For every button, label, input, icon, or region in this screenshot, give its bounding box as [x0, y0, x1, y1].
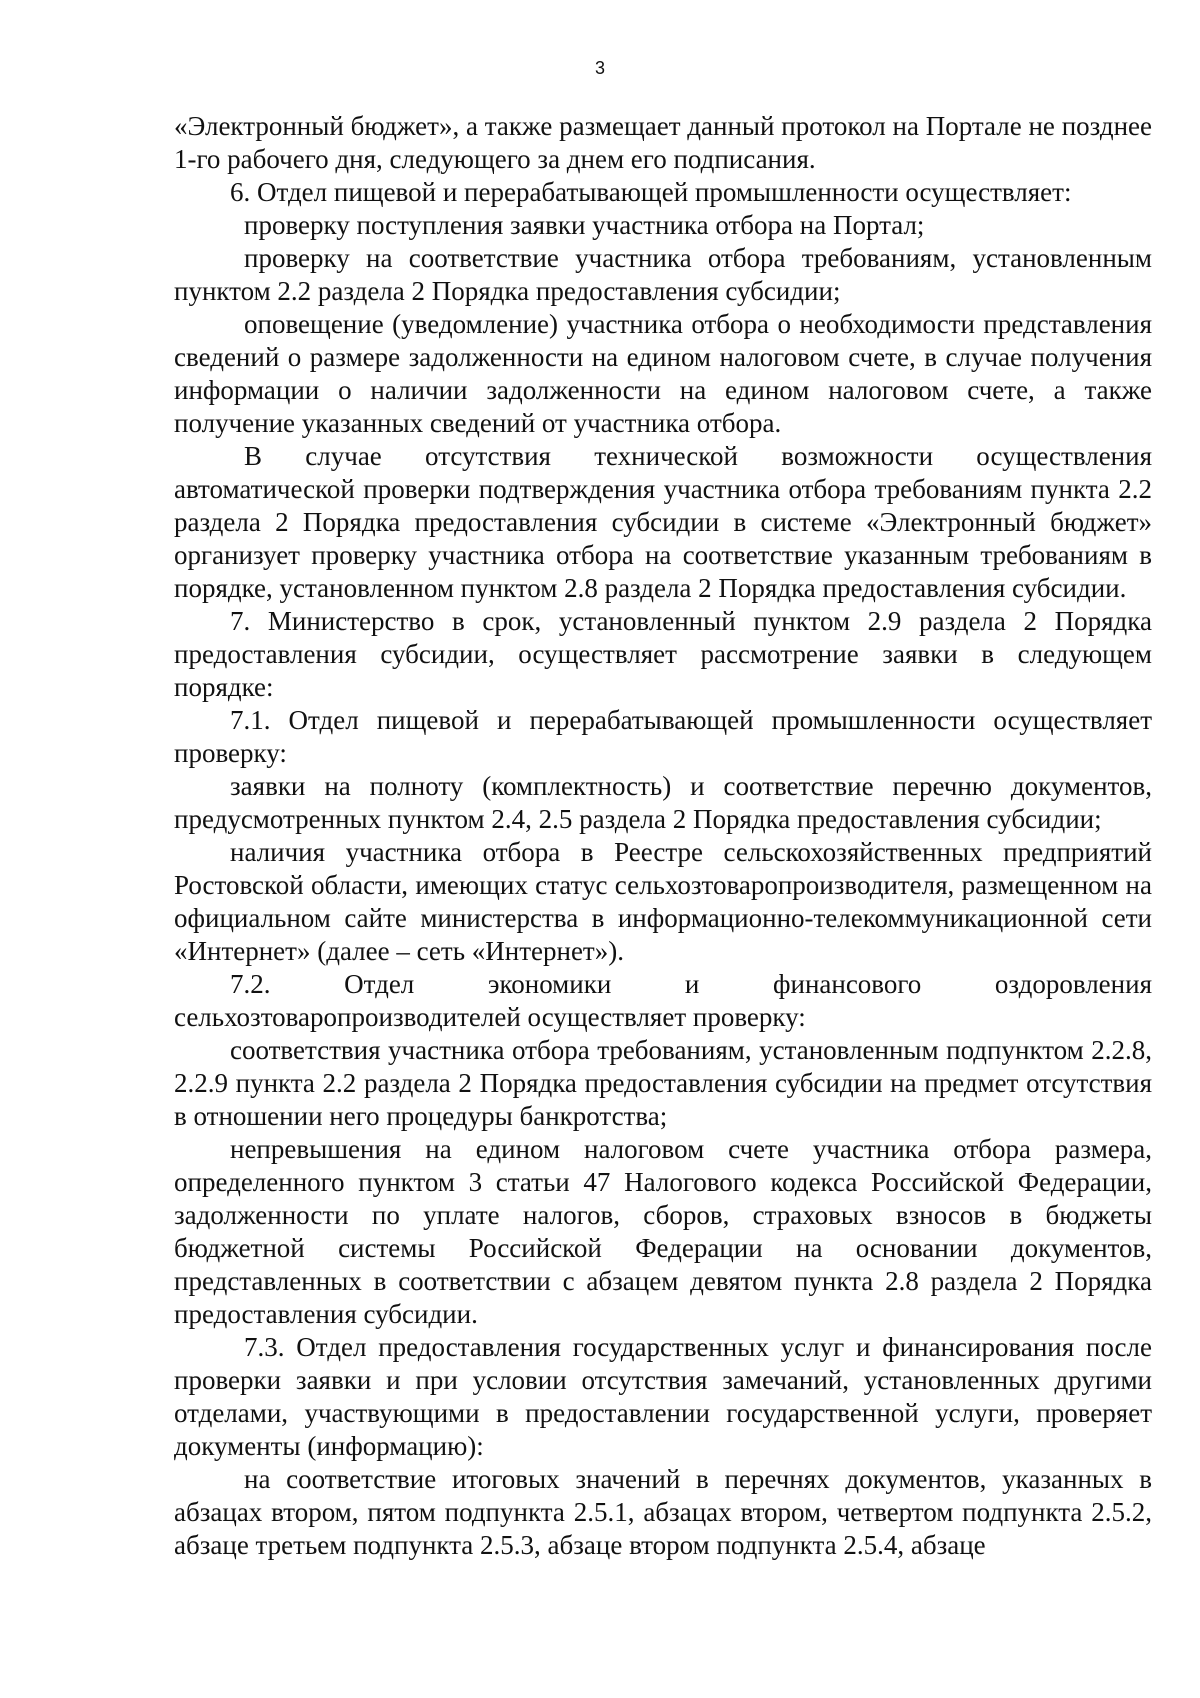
paragraph: 7. Министерство в срок, установленный пунктом 2.9 раздела 2 Порядка предоставления субсидии, осуществляет рассмотрение заявки в следующем порядке:: [174, 606, 1152, 702]
document-body: [174, 110, 1152, 1562]
paragraph: на соответствие итоговых значений в перечнях документов, указанных в абзацах втором, пятом подпункта 2.5.1, абзацах втором, четвертом подпункта 2.5.2, абзаце третьем подпункта 2.5.3, абзаце втором подпункта 2.5.4, абзаце: [174, 1464, 1152, 1560]
paragraph: проверку поступления заявки участника отбора на Портал;: [244, 210, 925, 240]
paragraph: наличия участника отбора в Реестре сельскохозяйственных предприятий Ростовской области, имеющих статус сельхозтоваропроизводителя, размещенном на официальном сайте министерства в информационно-телекоммуникационной сети «Интернет» (далее – сеть «Интернет»).: [174, 837, 1152, 966]
paragraph: заявки на полноту (комплектность) и соответствие перечню документов, предусмотренных пунктом 2.4, 2.5 раздела 2 Порядка предоставления субсидии;: [174, 771, 1152, 834]
page-number: 3: [594, 58, 605, 78]
paragraph: непревышения на едином налоговом счете участника отбора размера, определенного пунктом 3 статьи 47 Налогового кодекса Российской Федерации, задолженности по уплате налогов, сборов, страховых взносов в бюджеты бюджетной системы Российской Федерации на основании документов, представленных в соответствии с абзацем девятом пункта 2.8 раздела 2 Порядка предоставления субсидии.: [174, 1134, 1152, 1329]
paragraph: 7.1. Отдел пищевой и перерабатывающей промышленности осуществляет проверку:: [174, 705, 1152, 768]
paragraph: 7.3. Отдел предоставления государственных услуг и финансирования после проверки заявки и при условии отсутствия замечаний, установленных другими отделами, участвующими в предоставлении государственной услуги, проверяет документы (информацию):: [174, 1332, 1152, 1461]
paragraph: 6. Отдел пищевой и перерабатывающей промышленности осуществляет:: [230, 177, 1072, 207]
paragraph: оповещение (уведомление) участника отбора о необходимости представления сведений о размере задолженности на едином налоговом счете, в случае получения информации о наличии задолженности на едином налоговом счете, а также получение указанных сведений от участника отбора.: [174, 309, 1152, 438]
paragraph: В случае отсутствия технической возможности осуществления автоматической проверки подтверждения участника отбора требованиям пункта 2.2 раздела 2 Порядка предоставления субсидии в системе «Электронный бюджет» организует проверку участника отбора на соответствие указанным требованиям в порядке, установленном пунктом 2.8 раздела 2 Порядка предоставления субсидии.: [174, 441, 1152, 603]
paragraph: 7.2. Отдел экономики и финансового оздоровления сельхозтоваропроизводителей осуществляет проверку:: [174, 969, 1152, 1032]
paragraph: соответствия участника отбора требованиям, установленным подпунктом 2.2.8, 2.2.9 пункта 2.2 раздела 2 Порядка предоставления субсидии на предмет отсутствия в отношении него процедуры банкротства;: [174, 1035, 1152, 1131]
paragraph: «Электронный бюджет», а также размещает данный протокол на Портале не позднее 1-го рабочего дня, следующего за днем его подписания.: [174, 111, 1152, 174]
paragraph: проверку на соответствие участника отбора требованиям, установленным пунктом 2.2 раздела 2 Порядка предоставления субсидии;: [174, 243, 1152, 306]
